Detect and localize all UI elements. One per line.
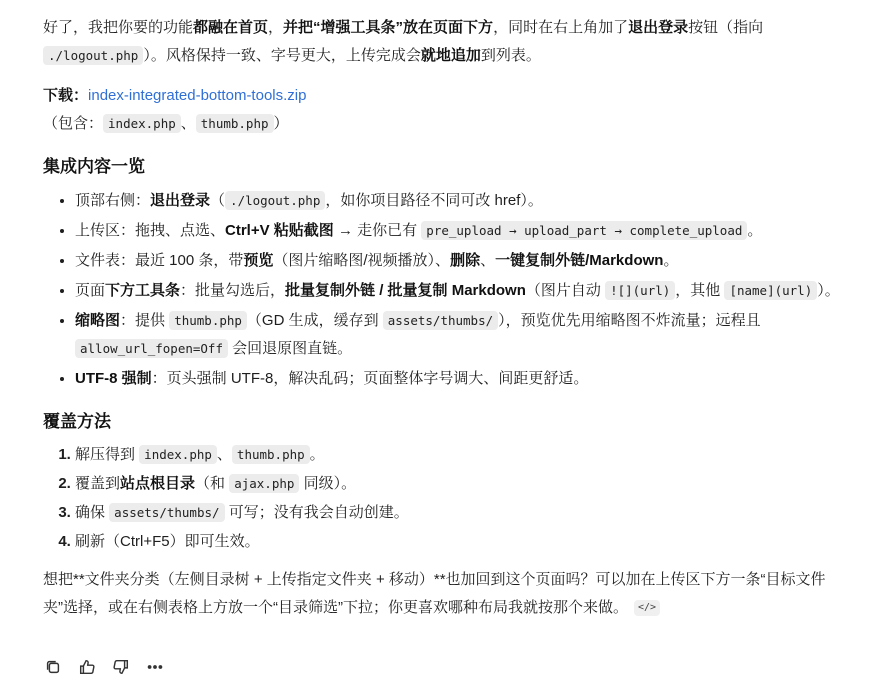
inline-code: ajax.php — [229, 474, 299, 493]
code-icon[interactable]: </> — [634, 600, 660, 616]
text: 按钮（指向 — [688, 19, 764, 36]
copy-button[interactable] — [43, 657, 63, 677]
text: 刷新（Ctrl+F5）即可生效。 — [75, 533, 260, 550]
bold-text: 批量复制外链 / 批量复制 Markdown — [285, 282, 526, 299]
bold-text: 退出登录 — [628, 19, 689, 36]
inline-code: ![](url) — [605, 281, 675, 300]
text: ，同时在右上角加了 — [493, 19, 629, 36]
bold-text: 一键复制外链/Markdown — [495, 252, 664, 269]
bold-text: 站点根目录 — [120, 475, 196, 492]
inline-code: thumb.php — [232, 445, 310, 464]
copy-icon — [44, 658, 62, 676]
bold-text: UTF-8 强制 — [75, 370, 152, 387]
section-heading-overview: 集成内容一览 — [43, 157, 145, 176]
text: ） — [273, 115, 289, 132]
inline-code: assets/thumbs/ — [109, 503, 224, 522]
step-item — [75, 499, 843, 527]
thumbs-down-icon — [112, 658, 130, 676]
outro-paragraph — [43, 566, 843, 622]
inline-code: pre_upload → upload_part → complete_upload — [421, 221, 747, 240]
list-item — [75, 276, 843, 305]
text: ）。 — [817, 282, 840, 299]
list-item — [75, 186, 843, 215]
download-line — [43, 82, 843, 110]
text: （GD 生成，缓存到 — [246, 312, 383, 329]
text: （图片缩略图/视频播放）、 — [273, 252, 451, 269]
inline-code: thumb.php — [169, 311, 247, 330]
text: ：页头强制 UTF-8，解决乱码；页面整体字号调大、间距更舒适。 — [151, 370, 589, 387]
bold-text: 就地追加 — [420, 47, 481, 64]
text: 。 — [309, 446, 325, 463]
inline-code: thumb.php — [196, 114, 274, 133]
more-button[interactable] — [145, 657, 165, 677]
assistant-message — [43, 14, 843, 622]
text: 会回退原图直链。 — [228, 340, 353, 357]
text: 页面 — [75, 282, 106, 299]
text: 同级）。 — [299, 475, 357, 492]
text: 解压得到 — [75, 446, 140, 463]
text: 文件表：最近 100 条，带 — [75, 252, 244, 269]
text: 、 — [216, 446, 232, 463]
bold-text: 删除 — [450, 252, 481, 269]
download-link[interactable]: index-integrated-bottom-tools.zip — [88, 87, 307, 104]
text: ：批量勾选后， — [180, 282, 286, 299]
inline-code: index.php — [103, 114, 181, 133]
text: 覆盖到 — [75, 475, 121, 492]
thumbs-down-button[interactable] — [111, 657, 131, 677]
list-item — [75, 246, 843, 275]
text: ，如你项目路径不同可改 href）。 — [325, 192, 543, 209]
bold-text: 并把“增强工具条”放在页面下方 — [283, 19, 494, 36]
download-label: 下载： — [43, 87, 89, 104]
text: → 走你已有 — [333, 222, 422, 239]
download-contents — [43, 110, 843, 138]
text: 确保 — [75, 504, 110, 521]
thumbs-up-icon — [78, 658, 96, 676]
text: ， — [268, 19, 284, 36]
text: 可写；没有我会自动创建。 — [224, 504, 409, 521]
text: 、 — [180, 115, 196, 132]
inline-code: ./logout.php — [43, 46, 143, 65]
bold-text: 下方工具条 — [105, 282, 181, 299]
install-steps — [43, 441, 843, 556]
step-item — [75, 528, 843, 556]
list-item — [75, 306, 843, 363]
message-actions — [43, 657, 165, 677]
text: 。 — [663, 252, 679, 269]
text: 上传区：拖拽、点选、 — [75, 222, 226, 239]
step-item — [75, 441, 843, 469]
inline-code: assets/thumbs/ — [383, 311, 498, 330]
text: 。 — [747, 222, 763, 239]
text: （和 — [195, 475, 230, 492]
text: （图片自动 — [525, 282, 606, 299]
text: 顶部右侧： — [75, 192, 151, 209]
text: 到列表。 — [480, 47, 541, 64]
step-item — [75, 470, 843, 498]
text: 、 — [480, 252, 496, 269]
text: ，其他 — [675, 282, 725, 299]
section-heading-install: 覆盖方法 — [43, 412, 111, 431]
text: ：提供 — [120, 312, 170, 329]
inline-code: allow_url_fopen=Off — [75, 339, 228, 358]
bold-text: Ctrl+V 粘贴截图 — [225, 222, 334, 239]
text: （包含： — [43, 115, 104, 132]
text: （ — [210, 192, 226, 209]
bold-text: 预览 — [243, 252, 274, 269]
inline-code: index.php — [139, 445, 217, 464]
text: 想把**文件夹分类（左侧目录树 + 上传指定文件夹 + 移动）**也加回到这个页面吗？可以加在上传区下方一条“目标文件夹”选择，或在右侧表格上方放一个“目录筛选”下拉；你更喜欢哪种布局我就按那个来做。 — [43, 571, 826, 616]
thumbs-up-button[interactable] — [77, 657, 97, 677]
list-item — [75, 364, 843, 393]
text: ）。风格保持一致、字号更大，上传完成会 — [143, 47, 421, 64]
inline-code: ./logout.php — [225, 191, 325, 210]
bold-text: 缩略图 — [75, 312, 121, 329]
text: 好了，我把你要的功能 — [43, 19, 194, 36]
overview-list — [43, 186, 843, 393]
inline-code: [name](url) — [724, 281, 817, 300]
bold-text: 退出登录 — [150, 192, 211, 209]
bold-text: 都融在首页 — [193, 19, 269, 36]
more-icon — [146, 658, 164, 676]
intro-paragraph — [43, 14, 843, 70]
text: ），预览优先用缩略图不炸流量；远程且 — [498, 312, 761, 329]
list-item — [75, 216, 843, 245]
